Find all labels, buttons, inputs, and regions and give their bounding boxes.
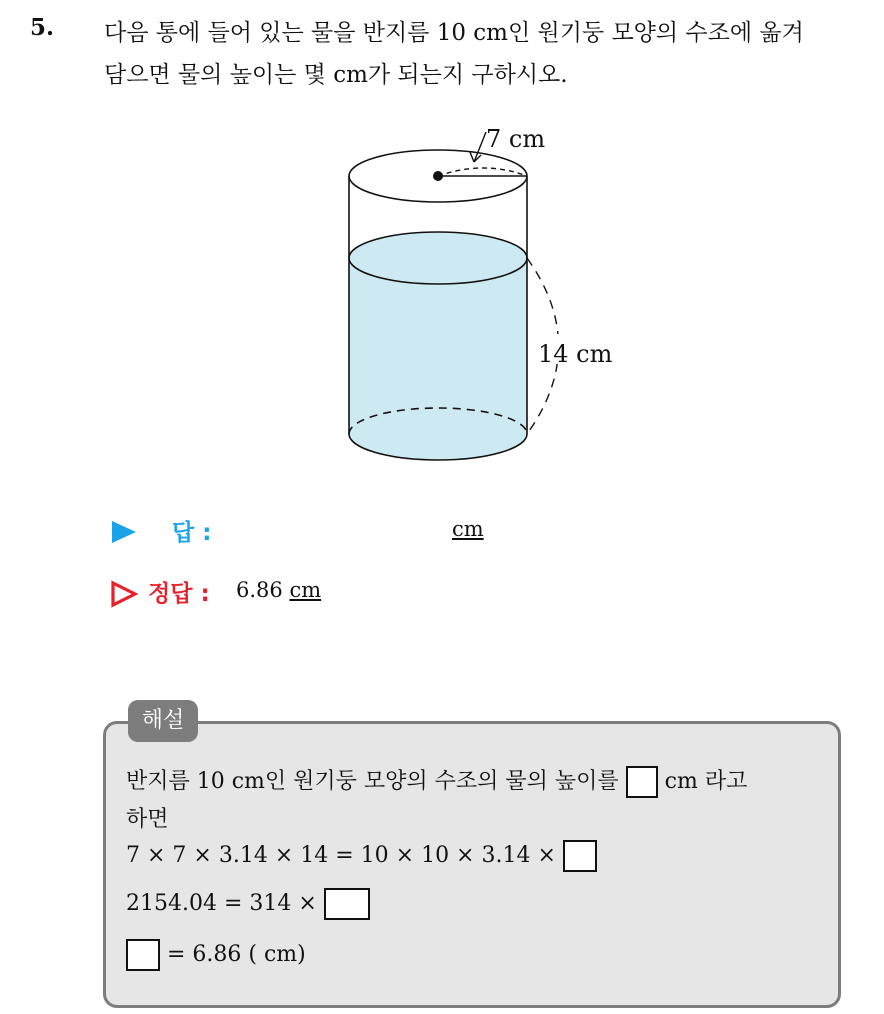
explanation-line-3-text: 7 × 7 × 3.14 × 14 = 10 × 10 × 3.14 × <box>126 843 556 868</box>
explanation-line-2: 하면 <box>126 807 169 832</box>
blank-box <box>324 888 370 920</box>
explanation-line-1-post: cm 라고 <box>664 769 748 794</box>
correct-label: 정답 : <box>148 581 210 607</box>
explanation-tab: 해설 <box>128 700 198 742</box>
radius-pointer-arrow <box>470 132 486 162</box>
explanation-line-1 <box>126 764 747 798</box>
water-body <box>349 258 527 460</box>
cylinder-figure <box>300 112 630 472</box>
radius-dashed-arc <box>438 168 527 176</box>
water-surface <box>349 232 527 284</box>
explanation-line-3 <box>126 840 597 872</box>
outline-play-icon <box>110 580 138 608</box>
correct-answer <box>236 578 321 602</box>
explanation-line-5-text: = 6.86 ( cm) <box>167 942 306 967</box>
correct-answer-row <box>110 574 610 614</box>
explanation-line-1-pre: 반지름 10 cm인 원기둥 모양의 수조의 물의 높이를 <box>126 769 619 794</box>
blank-box <box>126 939 160 971</box>
height-label: 14 cm <box>538 340 613 368</box>
explanation-line-4-text: 2154.04 = 314 × <box>126 891 317 916</box>
question-text <box>104 12 874 96</box>
question-number: 5. <box>30 14 55 41</box>
explanation-line-4 <box>126 888 370 920</box>
explanation-line-5 <box>126 939 306 971</box>
answer-row <box>110 514 610 550</box>
correct-unit: cm <box>289 578 322 602</box>
radius-label: 7 cm <box>486 125 546 153</box>
answer-unit: cm <box>452 517 484 541</box>
play-icon <box>110 519 138 545</box>
blank-box <box>563 840 597 872</box>
answer-label: 답 : <box>172 520 212 546</box>
correct-value: 6.86 <box>236 578 283 602</box>
question-line-2: 담으면 물의 높이는 몇 cm가 되는지 구하시오. <box>104 62 568 88</box>
question-line-1: 다음 통에 들어 있는 물을 반지름 10 cm인 원기둥 모양의 수조에 옮겨 <box>104 20 804 46</box>
blank-box <box>626 766 658 798</box>
